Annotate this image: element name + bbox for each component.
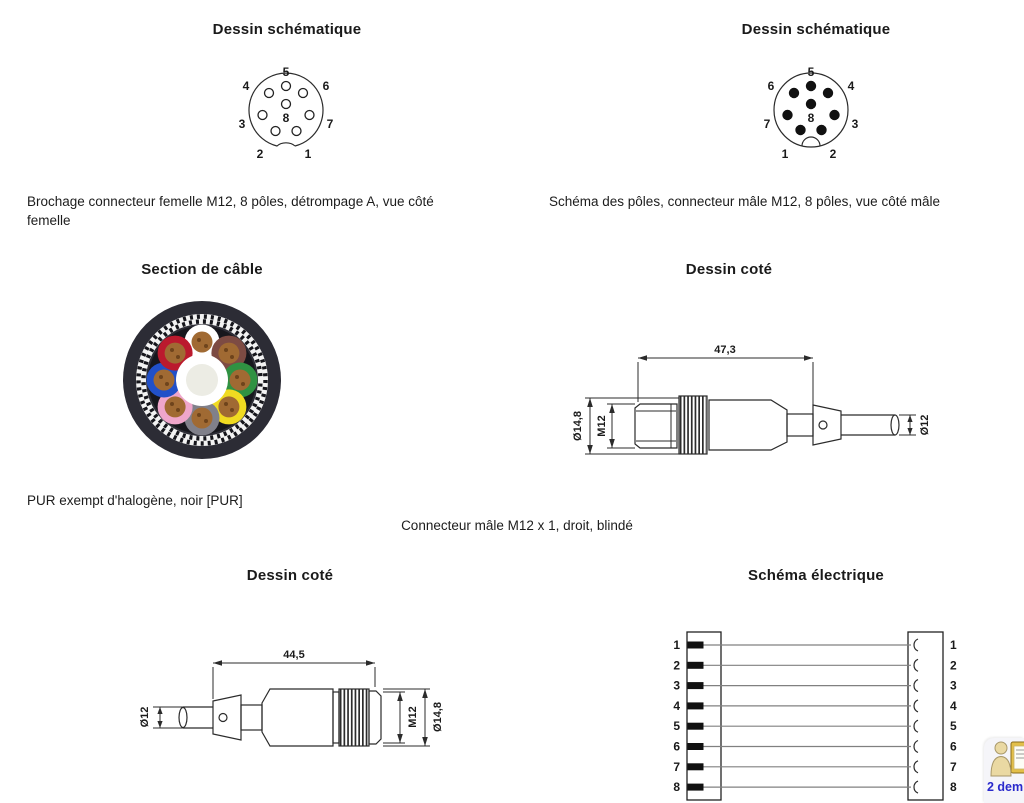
female-caption-line2: femelle (27, 213, 71, 228)
female-pin-label-1: 1 (304, 147, 312, 161)
svg-text:3: 3 (673, 678, 680, 693)
clipboard-icon (1011, 742, 1024, 773)
svg-text:4: 4 (673, 698, 680, 713)
wiring-left-connector (687, 632, 721, 800)
cable-cross-section (122, 300, 282, 460)
svg-text:3: 3 (950, 678, 957, 693)
center-filler-core (186, 364, 218, 396)
svg-text:1: 1 (950, 638, 957, 652)
dim-right-length: 47,3 (714, 344, 736, 356)
dim-drawing-left (115, 645, 455, 770)
wiring-right-connector (908, 632, 943, 800)
female-pin-label-2: 2 (256, 147, 264, 161)
male-pin-label-1: 1 (781, 147, 789, 161)
male-keyway-notch (802, 137, 820, 146)
dim-left-outer-dia: Ø14,8 (432, 702, 444, 732)
female-caption-line1: Brochage connecteur femelle M12, 8 pôles, détrompage A, vue côté (27, 194, 434, 209)
female-pinout-diagram (226, 48, 350, 164)
male-pin-label-7: 7 (763, 117, 771, 131)
svg-text:8: 8 (673, 780, 680, 795)
cable-material-caption: PUR exempt d'halogène, noir [PUR] (27, 493, 243, 508)
dim-right-cable-dia: Ø12 (919, 414, 931, 436)
male-pinout-title: Dessin schématique (741, 21, 891, 38)
cable-end (179, 708, 187, 728)
female-pin-label-5: 5 (282, 65, 290, 79)
dim-left-cable-dia: Ø12 (139, 706, 151, 728)
svg-text:6: 6 (950, 739, 957, 754)
male-pin-label-3: 3 (851, 117, 859, 131)
wiring-diagram-title: Schéma électrique (748, 567, 884, 584)
male-pinout-diagram (751, 48, 875, 164)
connector-silhouette-right (635, 396, 899, 454)
male-pinout-caption: Schéma des pôles, connecteur mâle M12, 8 pôles, vue côté mâle (549, 194, 940, 209)
cable-section-title: Section de câble (141, 261, 263, 278)
cable-end (891, 415, 899, 435)
svg-text:8: 8 (950, 780, 957, 795)
dim-right-thread: M12 (596, 415, 608, 437)
dim-drawing-right-title: Dessin coté (685, 261, 773, 278)
male-pin-label-8: 8 (807, 111, 815, 125)
svg-text:7: 7 (950, 759, 957, 774)
connector-silhouette-left (179, 689, 381, 746)
svg-text:2: 2 (673, 658, 680, 673)
svg-text:7: 7 (673, 759, 680, 774)
svg-text:5: 5 (950, 719, 957, 734)
dim-drawing-right (565, 338, 935, 460)
product-caption: Connecteur mâle M12 x 1, droit, blindé (401, 518, 633, 533)
female-pinout-title: Dessin schématique (212, 21, 362, 38)
female-pin-label-3: 3 (238, 117, 246, 131)
requests-widget-label[interactable]: 2 dem (987, 780, 1024, 794)
female-contact-holes (258, 82, 314, 136)
svg-text:1: 1 (673, 638, 680, 652)
dim-right-outer-dia: Ø14,8 (572, 411, 584, 441)
dim-drawing-left-title: Dessin coté (246, 567, 334, 584)
requests-overlay-widget[interactable] (984, 738, 1024, 803)
male-pin-label-6: 6 (767, 79, 775, 93)
dim-left-thread: M12 (407, 706, 419, 728)
female-pin-label-8: 8 (282, 111, 290, 125)
female-pin-label-7: 7 (326, 117, 334, 131)
svg-text:4: 4 (950, 698, 957, 713)
dim-left-length: 44,5 (283, 649, 305, 661)
female-pin-label-6: 6 (322, 79, 330, 93)
person-icon (991, 742, 1011, 776)
svg-text:6: 6 (673, 739, 680, 754)
male-pin-label-5: 5 (807, 65, 815, 79)
svg-text:5: 5 (673, 719, 680, 734)
requests-widget-icons (984, 738, 1024, 778)
female-pin-label-4: 4 (242, 79, 250, 93)
wiring-diagram (660, 600, 1024, 803)
male-pin-label-2: 2 (829, 147, 837, 161)
svg-text:2: 2 (950, 658, 957, 673)
female-pinout-caption (27, 192, 527, 230)
male-pin-label-4: 4 (847, 79, 855, 93)
male-contact-pins (782, 81, 839, 135)
